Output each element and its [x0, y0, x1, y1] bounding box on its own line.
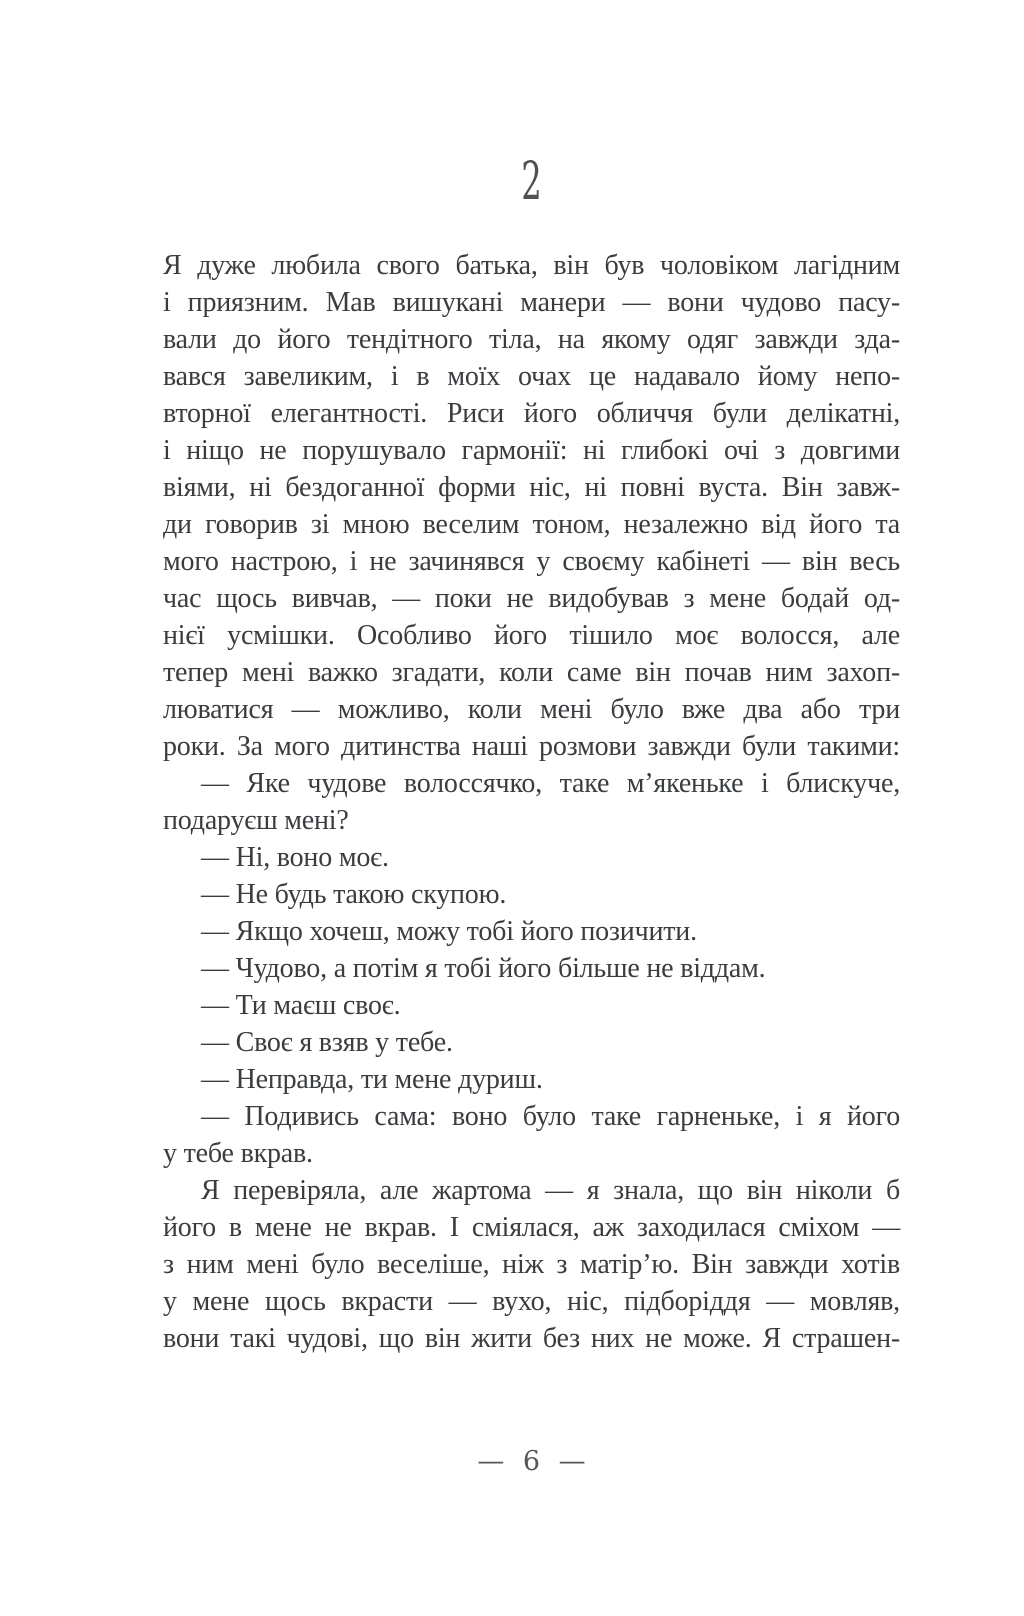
text-line: Я перевіряла, але жартома — я знала, що він ніколи б — [201, 1175, 900, 1206]
text-line: — Своє я взяв у тебе. — [201, 1027, 453, 1058]
text-line: — Ти маєш своє. — [201, 990, 401, 1021]
text-line: вався завеликим, і в моїх очах це надавало йому непо- — [163, 361, 900, 392]
text-line: вали до його тендітного тіла, на якому одяг завжди зда- — [163, 324, 900, 355]
text-line: — Подивись сама: воно було таке гарненьке, і я його — [201, 1101, 900, 1132]
text-line: — Не будь такою скупою. — [201, 879, 507, 910]
page-number-footer: — 6 — — [477, 1446, 586, 1477]
text-line: ди говорив зі мною веселим тоном, незалежно від його та — [163, 509, 900, 540]
text-line: вторної елегантності. Риси його обличчя були делікатні, — [163, 398, 900, 429]
text-line: у мене щось вкрасти — вухо, ніс, підборіддя — мовляв, — [163, 1286, 900, 1317]
text-line: і приязним. Мав вишукані манери — вони чудово пасу- — [163, 287, 900, 318]
text-line: час щось вивчав, — поки не видобував з мене бодай од- — [163, 583, 900, 614]
chapter-number: 2 — [521, 152, 542, 212]
text-line: люватися — можливо, коли мені було вже два або три — [163, 694, 900, 725]
text-line: — Неправда, ти мене дуриш. — [201, 1064, 543, 1095]
text-line: — Якщо хочеш, можу тобі його позичити. — [201, 916, 697, 947]
body-text — [163, 247, 900, 1357]
text-line: з ним мені було веселіше, ніж з матір’ю. Він завжди хотів — [163, 1249, 900, 1280]
text-line: Я дуже любила свого батька, він був чоловіком лагідним — [163, 250, 900, 281]
text-line: у тебе вкрав. — [163, 1138, 313, 1169]
text-line: і ніщо не порушувало гармонії: ні глибокі очі з довгими — [163, 435, 900, 466]
text-line: вони такі чудові, що він жити без них не може. Я страшен- — [163, 1323, 900, 1354]
text-line: нієї усмішки. Особливо його тішило моє волосся, але — [163, 620, 900, 651]
text-line: мого настрою, і не зачинявся у своєму кабінеті — він весь — [163, 546, 900, 577]
text-line: — Чудово, а потім я тобі його більше не віддам. — [201, 953, 766, 984]
text-line: його в мене не вкрав. І сміялася, аж заходилася сміхом — — [163, 1212, 900, 1243]
text-line: подаруєш мені? — [163, 805, 349, 836]
text-line: — Яке чудове волоссячко, таке м’якеньке і блискуче, — [201, 768, 900, 799]
text-line: віями, ні бездоганної форми ніс, ні повні вуста. Він завж- — [163, 472, 900, 503]
text-line: — Ні, воно моє. — [201, 842, 389, 873]
text-line: роки. За мого дитинства наші розмови завжди були такими: — [163, 731, 900, 762]
text-line: тепер мені важко згадати, коли саме він почав ним захоп- — [163, 657, 900, 688]
